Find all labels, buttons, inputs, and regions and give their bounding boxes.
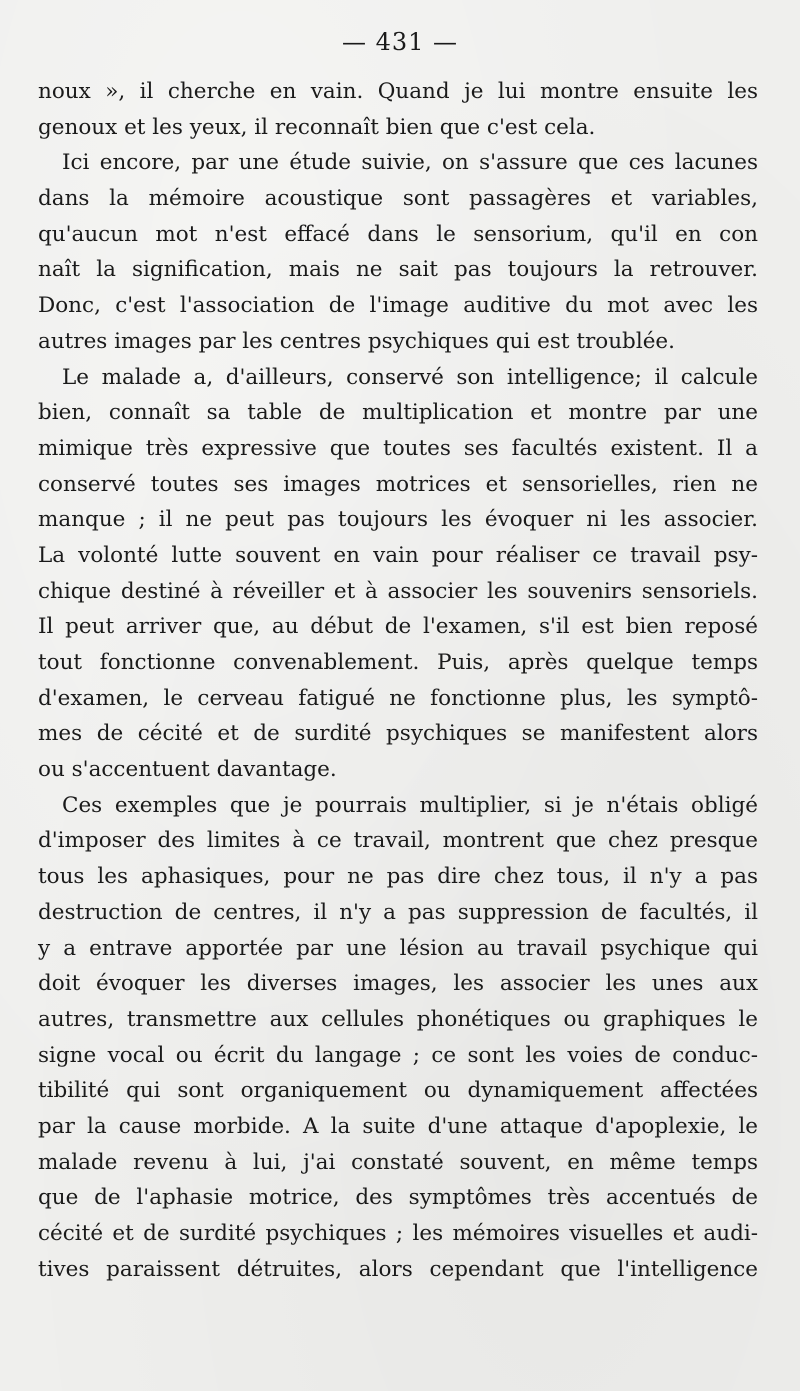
text-line: destruction de centres, il n'y a pas suppression de facultés, il: [38, 899, 758, 925]
text-line: mes de cécité et de surdité psychiques se manifestent alors: [38, 721, 758, 747]
text-line: Ces exemples que je pourrais multiplier, si je n'étais obligé: [62, 792, 758, 818]
text-line: d'imposer des limites à ce travail, montrent que chez presque: [38, 828, 758, 854]
text-line: La volonté lutte souvent en vain pour réaliser ce travail psy-: [38, 542, 758, 568]
text-line: doit évoquer les diverses images, les associer les unes aux: [38, 971, 758, 997]
text-line: bien, connaît sa table de multiplication et montre par une: [38, 400, 758, 426]
text-line: qu'aucun mot n'est effacé dans le sensorium, qu'il en con: [38, 221, 758, 247]
text-line: tous les aphasiques, pour ne pas dire chez tous, il n'y a pas: [38, 864, 758, 890]
text-line: Le malade a, d'ailleurs, conservé son intelligence; il calcule: [62, 364, 758, 390]
text-line: naît la signification, mais ne sait pas toujours la retrouver.: [38, 257, 758, 283]
body-text: [38, 74, 758, 1287]
text-line: tout fonctionne convenablement. Puis, après quelque temps: [38, 650, 758, 675]
text-line: signe vocal ou écrit du langage ; ce sont les voies de conduc-: [38, 1042, 758, 1068]
text-line: que de l'aphasie motrice, des symptômes très accentués de: [38, 1185, 758, 1211]
text-line: chique destiné à réveiller et à associer les souvenirs sensoriels.: [38, 578, 758, 604]
text-line: mimique très expressive que toutes ses facultés existent. Il a: [38, 435, 758, 461]
text-line: y a entrave apportée par une lésion au travail psychique qui: [38, 935, 758, 961]
text-line: ou s'accentuent davantage.: [38, 757, 337, 783]
text-line: noux », il cherche en vain. Quand je lui montre ensuite les: [38, 79, 758, 104]
text-line: Ici encore, par une étude suivie, on s'assure que ces lacunes: [62, 150, 758, 176]
text-line: cécité et de surdité psychiques ; les mémoires visuelles et audi-: [38, 1221, 758, 1246]
page-number: — 431 —: [341, 28, 459, 56]
text-line: par la cause morbide. A la suite d'une attaque d'apoplexie, le: [38, 1113, 758, 1139]
text-line: manque ; il ne peut pas toujours les évoquer ni les associer.: [38, 507, 758, 533]
text-line: tibilité qui sont organiquement ou dynamiquement affectées: [38, 1078, 758, 1104]
text-line: autres, transmettre aux cellules phonétiques ou graphiques le: [38, 1006, 758, 1032]
text-line: d'examen, le cerveau fatigué ne fonctionne plus, les symptô-: [38, 685, 758, 711]
text-line: autres images par les centres psychiques qui est troublée.: [38, 328, 675, 354]
text-line: Donc, c'est l'association de l'image auditive du mot avec les: [38, 293, 758, 319]
text-line: malade revenu à lui, j'ai constaté souvent, en même temps: [38, 1149, 758, 1175]
text-line: dans la mémoire acoustique sont passagères et variables,: [38, 186, 758, 212]
text-line: conservé toutes ses images motrices et sensorielles, rien ne: [38, 471, 758, 497]
text-line: genoux et les yeux, il reconnaît bien que c'est cela.: [38, 114, 596, 140]
text-line: tives paraissent détruites, alors cependant que l'intelligence: [38, 1256, 758, 1282]
text-line: Il peut arriver que, au début de l'examen, s'il est bien reposé: [38, 614, 758, 640]
